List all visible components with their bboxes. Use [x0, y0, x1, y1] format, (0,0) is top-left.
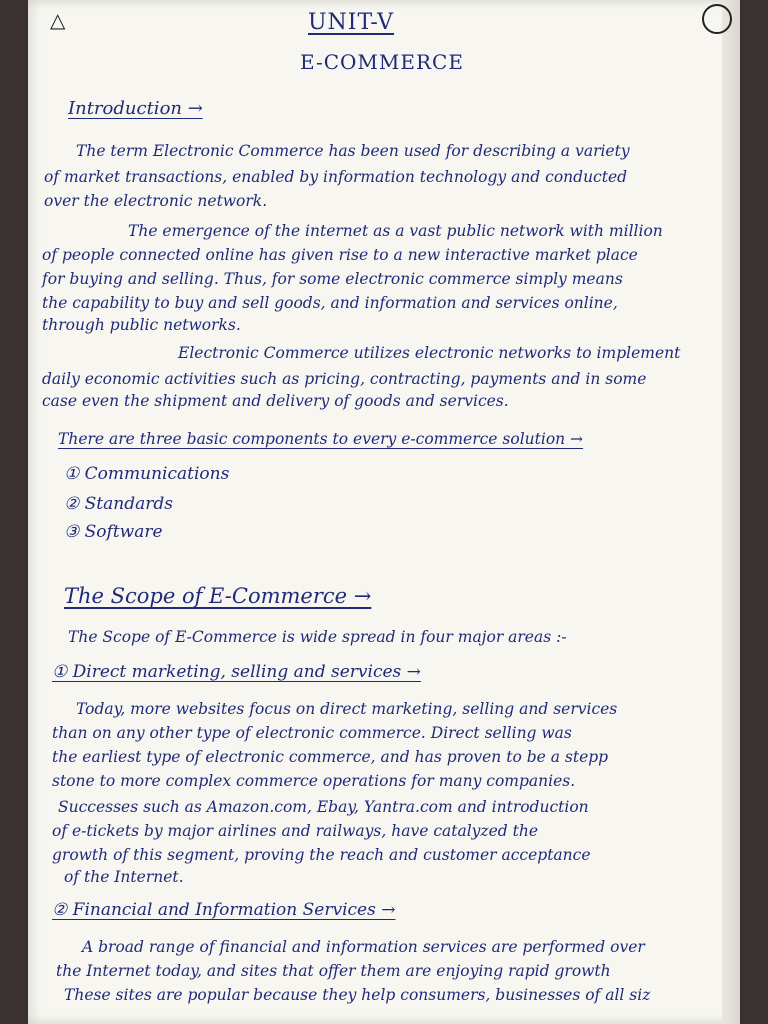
section1-line-8: of the Internet. — [64, 868, 184, 886]
section2-line-2: the Internet today, and sites that offer them are enjoying rapid growth — [56, 962, 611, 980]
section1-line-1: Today, more websites focus on direct marketing, selling and services — [76, 700, 618, 718]
notebook-page — [28, 0, 740, 1024]
scope-intro: The Scope of E-Commerce is wide spread in four major areas :- — [68, 628, 567, 646]
intro-line-9: Electronic Commerce utilizes electronic networks to implement — [178, 344, 681, 362]
section1-line-5: Successes such as Amazon.com, Ebay, Yantra.com and introduction — [58, 798, 589, 816]
section1-line-3: the earliest type of electronic commerce, and has proven to be a stepp — [52, 748, 609, 766]
section1-line-2: than on any other type of electronic commerce. Direct selling was — [52, 724, 572, 742]
section1-line-6: of e-tickets by major airlines and railways, have catalyzed the — [52, 822, 538, 840]
intro-line-4: The emergence of the internet as a vast public network with million — [128, 222, 663, 240]
intro-line-7: the capability to buy and sell goods, and information and services online, — [42, 294, 618, 312]
component-item-1: ① Communications — [64, 464, 230, 484]
intro-line-2: of market transactions, enabled by information technology and conducted — [44, 168, 628, 186]
intro-line-5: of people connected online has given rise to a new interactive market place — [42, 246, 638, 264]
unit-title: UNIT-V — [308, 10, 395, 35]
corner-mark-icon: △ — [50, 8, 66, 32]
section2-line-1: A broad range of financial and information services are performed over — [82, 938, 645, 956]
intro-line-10: daily economic activities such as pricing, contracting, payments and in some — [42, 370, 647, 388]
page-title: E-COMMERCE — [300, 50, 464, 74]
section2-line-3: These sites are popular because they help consumers, businesses of all siz — [64, 986, 651, 1004]
component-item-2: ② Standards — [64, 494, 173, 514]
intro-line-11: case even the shipment and delivery of goods and services. — [42, 392, 509, 410]
intro-line-3: over the electronic network. — [44, 192, 268, 210]
intro-line-8: through public networks. — [42, 316, 241, 334]
section1-line-4: stone to more complex commerce operations for many companies. — [52, 772, 576, 790]
intro-line-6: for buying and selling. Thus, for some electronic commerce simply means — [42, 270, 623, 288]
scope-heading: The Scope of E-Commerce → — [64, 584, 372, 608]
section2-heading: ② Financial and Information Services → — [52, 900, 396, 920]
intro-heading: Introduction → — [68, 98, 203, 119]
page-edge — [722, 0, 740, 1024]
intro-line-1: The term Electronic Commerce has been used for describing a variety — [76, 142, 630, 160]
section1-heading: ① Direct marketing, selling and services → — [52, 662, 421, 682]
component-item-3: ③ Software — [64, 522, 163, 542]
section1-line-7: growth of this segment, proving the reach and customer acceptance — [52, 846, 591, 864]
components-heading: There are three basic components to every e-commerce solution → — [58, 430, 584, 448]
corner-circle-icon — [702, 4, 732, 34]
